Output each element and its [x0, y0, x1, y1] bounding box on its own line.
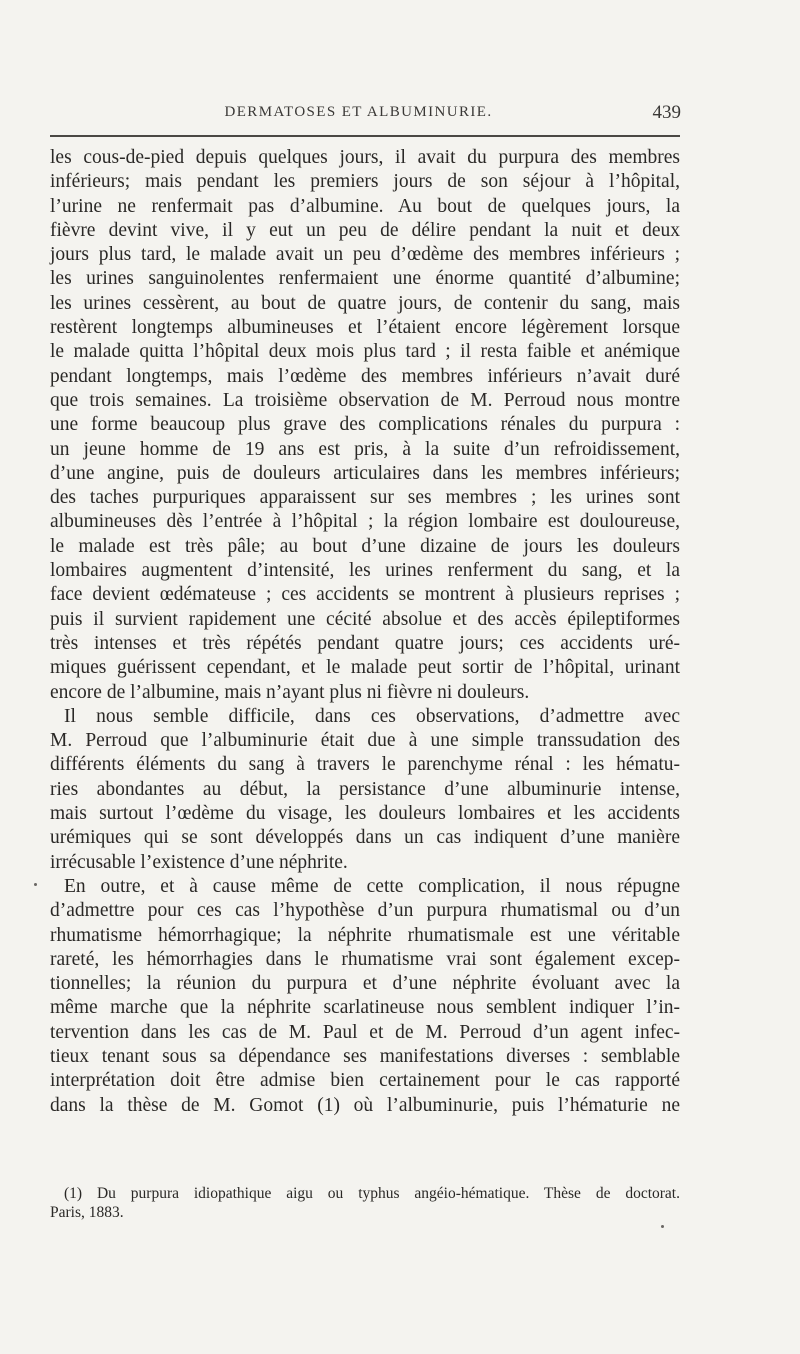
text-line: interprétation doit être admise bien certainement pour le cas rapporté: [50, 1070, 680, 1092]
text-line: des taches purpuriques apparaissent sur ses membres ; les urines sont: [50, 487, 680, 509]
text-line: rareté, les hémorrhagies dans le rhumatisme vrai sont également excep-: [50, 948, 680, 970]
body-text: [50, 146, 680, 1118]
text-line: d’une angine, puis de douleurs articulaires dans les membres inférieurs;: [50, 462, 680, 484]
text-line: inférieurs; mais pendant les premiers jours de son séjour à l’hôpital,: [50, 171, 680, 193]
text-line: albumineuses dès l’entrée à l’hôpital ; la région lombaire est douloureuse,: [50, 511, 680, 533]
footnote-line: Paris, 1883.: [50, 1204, 124, 1221]
text-line: pendant longtemps, mais l’œdème des membres inférieurs n’avait duré: [50, 365, 680, 387]
text-line: un jeune homme de 19 ans est pris, à la suite d’un refroidissement,: [50, 438, 680, 460]
text-line: différents éléments du sang à travers le parenchyme rénal : les hématu-: [50, 754, 680, 776]
text-line: le malade est très pâle; au bout d’une dizaine de jours les douleurs: [50, 535, 680, 557]
page-number: 439: [652, 102, 681, 123]
text-line: ries abondantes au début, la persistance d’une albuminurie intense,: [50, 778, 680, 800]
text-line: urémiques qui se sont développés dans un cas indiquent d’une manière: [50, 827, 680, 849]
footnote-line: (1) Du purpura idiopathique aigu ou typhus angéio-hématique. Thèse de doctorat.: [64, 1185, 680, 1202]
text-line: que trois semaines. La troisième observation de M. Perroud nous montre: [50, 389, 680, 411]
text-line: l’urine ne renfermait pas d’albumine. Au bout de quelques jours, la: [50, 195, 680, 217]
text-line: jours plus tard, le malade avait un peu d’œdème des membres inférieurs ;: [50, 244, 680, 266]
text-line: face devient œdémateuse ; ces accidents se montrent à plusieurs reprises ;: [50, 584, 680, 606]
text-line: d’admettre pour ces cas l’hypothèse d’un purpura rhumatismal ou d’un: [50, 900, 680, 922]
text-line: rhumatisme hémorrhagique; la néphrite rhumatismale est une véritable: [50, 924, 680, 946]
text-line: les urines cessèrent, au bout de quatre jours, de contenir du sang, mais: [50, 292, 680, 314]
header-rule: [50, 135, 680, 137]
text-line: M. Perroud que l’albuminurie était due à une simple transsudation des: [50, 730, 680, 752]
text-line: restèrent longtemps albumineuses et l’étaient encore légèrement lorsque: [50, 317, 680, 339]
text-line: les cous-de-pied depuis quelques jours, il avait du purpura des membres: [50, 147, 680, 168]
text-line: une forme beaucoup plus grave des complications rénales du purpura :: [50, 414, 680, 436]
paragraph-end-line: encore de l’albumine, mais n’ayant plus ni fièvre ni douleurs.: [50, 681, 530, 703]
text-line: tervention dans les cas de M. Paul et de M. Perroud d’un agent infec-: [50, 1021, 680, 1043]
footnote: [50, 1184, 680, 1222]
page-header: [36, 104, 681, 126]
paragraph-end-line: irrécusable l’existence d’une néphrite.: [50, 851, 348, 873]
text-line: très intenses et très répétés pendant quatre jours; ces accidents uré-: [50, 632, 680, 654]
text-line: le malade quitta l’hôpital deux mois plus tard ; il resta faible et anémique: [50, 341, 680, 363]
text-line: lombaires augmentent d’intensité, les urines renferment du sang, et la: [50, 560, 680, 582]
paragraph-start-line: En outre, et à cause même de cette complication, il nous répugne: [64, 875, 680, 897]
text-line: tionnelles; la réunion du purpura et d’une néphrite évoluant avec la: [50, 973, 680, 995]
text-line: les urines sanguinolentes renfermaient une énorme quantité d’albumine;: [50, 268, 680, 290]
paragraph-start-line: Il nous semble difficile, dans ces observations, d’admettre avec: [64, 705, 680, 727]
text-line: même marche que la néphrite scarlatineuse nous semblent indiquer l’in-: [50, 997, 680, 1019]
running-title: DERMATOSES ET ALBUMINURIE.: [224, 104, 493, 120]
text-line: mais surtout l’œdème du visage, les douleurs lombaires et les accidents: [50, 803, 680, 825]
text-line: dans la thèse de M. Gomot (1) où l’albuminurie, puis l’hématurie ne: [50, 1094, 680, 1116]
paper-speck: [661, 1225, 664, 1228]
text-line: puis il survient rapidement une cécité absolue et des accès épileptiformes: [50, 608, 680, 630]
text-line: miques guérissent cependant, et le malade peut sortir de l’hôpital, urinant: [50, 657, 680, 679]
paper-speck: [34, 883, 37, 886]
text-line: fièvre devint vive, il y eut un peu de délire pendant la nuit et deux: [50, 219, 680, 241]
text-line: tieux tenant sous sa dépendance ses manifestations diverses : semblable: [50, 1045, 680, 1067]
